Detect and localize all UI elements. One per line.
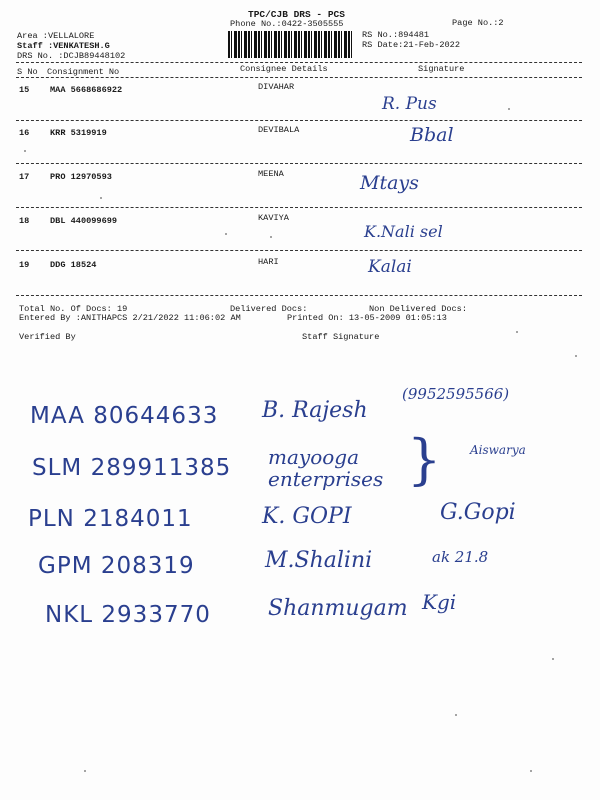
handwritten-consignment: NKL 2933770 xyxy=(45,602,211,628)
row-consignee: DEVIBALA xyxy=(258,125,300,135)
report-title: TPC/CJB DRS - PCS xyxy=(248,9,345,20)
handwritten-signature: Kgi xyxy=(422,590,457,614)
page-number: Page No.:2 xyxy=(452,18,504,28)
row-signature: Mtays xyxy=(360,172,419,194)
row-signature: Bbal xyxy=(410,124,454,146)
col-signature: Signature xyxy=(418,64,465,74)
verified-by: Verified By xyxy=(19,332,76,342)
divider xyxy=(16,250,582,251)
handwritten-signature: G.Gopi xyxy=(440,500,516,525)
handwritten-consignment: PLN 2184011 xyxy=(28,506,193,532)
scan-speck xyxy=(552,658,554,660)
staff-signature: Staff Signature xyxy=(302,332,380,342)
handwritten-phone: (9952595566) xyxy=(402,385,510,403)
entered-by: Entered By :ANITHAPCS 2/21/2022 11:06:02 AM xyxy=(19,313,241,323)
divider xyxy=(16,120,582,121)
non-delivered-docs: Non Delivered Docs: xyxy=(369,304,467,314)
scan-speck xyxy=(225,233,227,235)
scan-speck xyxy=(530,770,532,772)
rs-date: RS Date:21-Feb-2022 xyxy=(362,40,460,50)
handwritten-signature: Aiswarya xyxy=(470,443,526,457)
divider xyxy=(16,62,582,63)
handwritten-signature: ak 21.8 xyxy=(432,548,489,566)
row-consignment: MAA 5668686922 xyxy=(50,85,123,95)
row-signature: K.Nali sel xyxy=(364,222,443,241)
handwritten-consignment: SLM 289911385 xyxy=(32,455,232,481)
delivered-docs: Delivered Docs: xyxy=(230,304,308,314)
divider xyxy=(16,207,582,208)
area-field: Area :VELLALORE xyxy=(17,31,95,41)
row-consignee: KAVIYA xyxy=(258,213,289,223)
handwritten-name: K. GOPI xyxy=(262,504,352,529)
row-signature: Kalai xyxy=(368,257,412,277)
total-docs: Total No. Of Docs: 19 xyxy=(19,304,128,314)
col-sno: S No xyxy=(17,67,38,77)
row-sno: 19 xyxy=(19,260,30,270)
row-sno: 16 xyxy=(19,128,30,138)
row-signature: R. Pus xyxy=(382,94,437,114)
row-consignee: DIVAHAR xyxy=(258,82,295,92)
scan-speck xyxy=(270,236,272,238)
row-sno: 18 xyxy=(19,216,30,226)
scan-speck xyxy=(508,108,510,110)
scan-speck xyxy=(575,355,577,357)
row-sno: 15 xyxy=(19,85,30,95)
row-consignment: PRO 12970593 xyxy=(50,172,112,182)
rs-number: RS No.:894481 xyxy=(362,30,430,40)
row-consignee: MEENA xyxy=(258,169,284,179)
divider xyxy=(16,77,582,78)
scan-speck xyxy=(516,331,518,333)
handwritten-name: B. Rajesh xyxy=(262,398,368,423)
scan-speck xyxy=(84,770,86,772)
handwritten-name: M.Shalini xyxy=(265,548,373,573)
col-consignee: Consignee Details xyxy=(240,64,328,74)
brace-mark: } xyxy=(407,428,442,491)
handwritten-consignment: MAA 80644633 xyxy=(30,403,219,429)
row-sno: 17 xyxy=(19,172,30,182)
barcode xyxy=(228,31,352,58)
scan-speck xyxy=(455,714,457,716)
phone-number: Phone No.:0422-3505555 xyxy=(230,19,344,29)
divider xyxy=(16,163,582,164)
drs-number: DRS No. :DCJB89448102 xyxy=(17,51,126,61)
scan-speck xyxy=(100,197,102,199)
staff-field: Staff :VENKATESH.G xyxy=(17,41,110,51)
col-consignment: Consignment No xyxy=(47,67,120,77)
handwritten-name: Shanmugam xyxy=(268,596,408,621)
divider xyxy=(16,295,582,296)
handwritten-consignment: GPM 208319 xyxy=(38,553,195,579)
printed-on: Printed On: 13-05-2009 01:05:13 xyxy=(287,313,447,323)
row-consignment: DDG 18524 xyxy=(50,260,97,270)
row-consignee: HARI xyxy=(258,257,279,267)
row-consignment: DBL 440099699 xyxy=(50,216,118,226)
row-consignment: KRR 5319919 xyxy=(50,128,107,138)
handwritten-name: mayooga enterprises xyxy=(268,445,384,491)
scan-speck xyxy=(24,150,26,152)
